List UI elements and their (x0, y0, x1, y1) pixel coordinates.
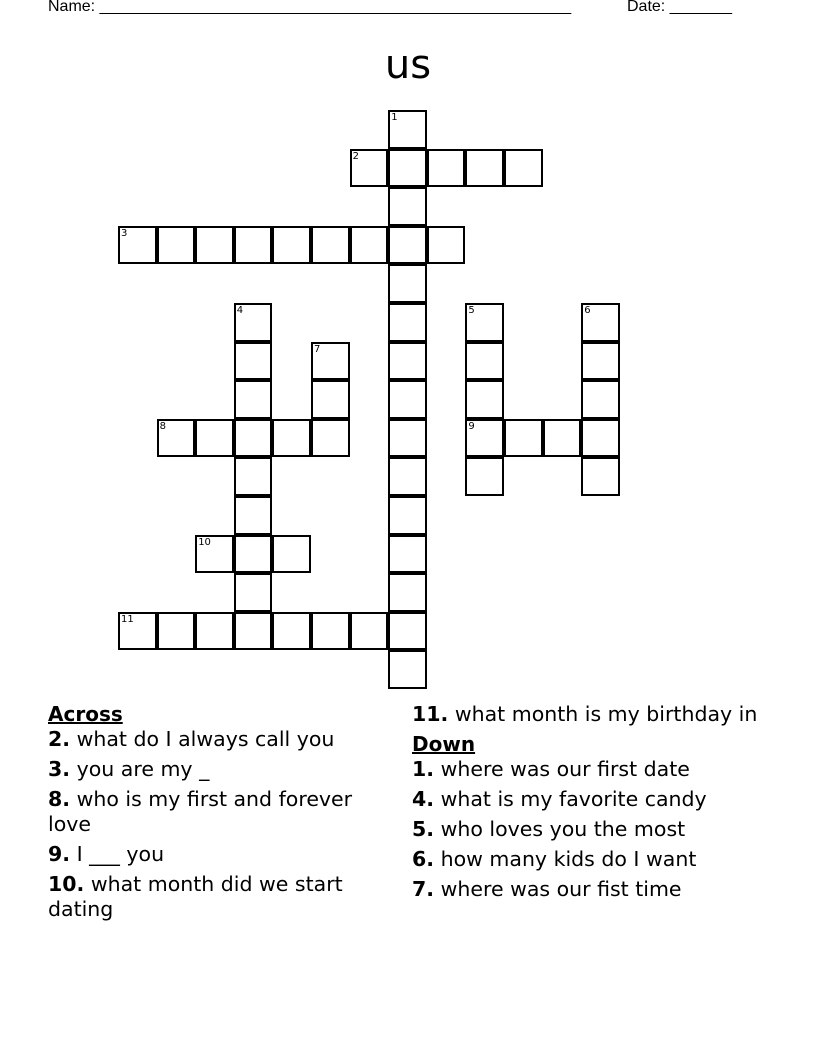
grid-cell[interactable] (311, 342, 350, 381)
down-heading: Down (412, 732, 476, 756)
grid-cell[interactable] (195, 419, 234, 458)
grid-number: 5 (468, 305, 475, 316)
clue-down-1: 1. where was our first date (412, 757, 690, 781)
grid-cell[interactable] (388, 457, 427, 496)
grid-cell[interactable] (350, 226, 389, 265)
grid-number: 2 (352, 150, 359, 162)
grid-cell[interactable] (234, 380, 273, 419)
grid-cell[interactable] (234, 496, 273, 535)
grid-cell[interactable] (350, 612, 389, 651)
grid-cell[interactable] (388, 149, 427, 188)
grid-cell[interactable] (465, 342, 504, 381)
clue-across-9: 9. I ___ you (48, 842, 165, 866)
grid-cell[interactable] (388, 573, 427, 612)
grid-cell[interactable] (543, 419, 582, 458)
grid-cell[interactable] (234, 535, 273, 574)
grid-cell[interactable] (234, 612, 273, 651)
grid-cell[interactable] (388, 535, 427, 574)
grid-number: 3 (121, 227, 128, 239)
grid-cell[interactable] (581, 380, 620, 419)
grid-cell[interactable] (157, 419, 196, 458)
grid-number: 4 (236, 305, 244, 316)
grid-cell[interactable] (581, 303, 620, 342)
grid-cell[interactable] (388, 342, 427, 381)
date-field-label: Date: _______ (627, 0, 732, 15)
grid-cell[interactable] (195, 226, 234, 265)
grid-cell[interactable] (388, 110, 427, 149)
clues-right-column (412, 702, 772, 907)
across-heading: Across (48, 702, 123, 726)
grid-cell[interactable] (195, 535, 234, 574)
grid-cell[interactable] (272, 612, 311, 651)
grid-cell[interactable] (234, 226, 273, 265)
name-field-label: Name: _____________________________________________________ (48, 0, 572, 15)
grid-cell[interactable] (388, 612, 427, 651)
grid-cell[interactable] (581, 419, 620, 458)
grid-cell[interactable] (465, 149, 504, 188)
grid-number: 11 (121, 613, 134, 625)
clue-down-7: 7. where was our fist time (412, 877, 682, 901)
clues-left-column (48, 702, 388, 927)
grid-cell[interactable] (234, 303, 273, 342)
clue-across-8: 8. who is my first and forever love (48, 787, 353, 836)
grid-cell[interactable] (311, 419, 350, 458)
grid-cell[interactable] (157, 226, 196, 265)
grid-cell[interactable] (388, 226, 427, 265)
grid-cell[interactable] (234, 342, 273, 381)
grid-cell[interactable] (157, 612, 196, 651)
clue-across-3: 3. you are my _ (48, 757, 210, 781)
grid-cell[interactable] (350, 149, 389, 188)
grid-cell[interactable] (272, 419, 311, 458)
grid-cell[interactable] (388, 303, 427, 342)
grid-cell[interactable] (272, 535, 311, 574)
grid-cell[interactable] (195, 612, 234, 651)
grid-cell[interactable] (118, 612, 157, 651)
grid-cell[interactable] (388, 419, 427, 458)
clue-down-6: 6. how many kids do I want (412, 847, 697, 871)
clue-down-4: 4. what is my favorite candy (412, 787, 707, 811)
grid-cell[interactable] (234, 573, 273, 612)
grid-number: 6 (584, 305, 591, 316)
grid-cell[interactable] (388, 380, 427, 419)
grid-cell[interactable] (465, 419, 504, 458)
grid-cell[interactable] (234, 419, 273, 458)
grid-cell[interactable] (465, 380, 504, 419)
grid-cell[interactable] (504, 419, 543, 458)
grid-number: 9 (468, 420, 475, 432)
grid-number: 1 (391, 112, 398, 123)
grid-cell[interactable] (581, 457, 620, 496)
grid-cell[interactable] (581, 342, 620, 381)
clue-across-2: 2. what do I always call you (48, 727, 335, 751)
grid-number: 7 (314, 343, 321, 355)
grid-number: 10 (198, 536, 211, 548)
grid-cell[interactable] (311, 226, 350, 265)
grid-cell[interactable] (504, 149, 543, 188)
clue-across-10: 10. what month did we start dating (48, 872, 343, 921)
grid-cell[interactable] (465, 457, 504, 496)
grid-cell[interactable] (272, 226, 311, 265)
grid-cell[interactable] (427, 226, 466, 265)
clue-down-5: 5. who loves you the most (412, 817, 686, 841)
clue-across-11: 11. what month is my birthday in (412, 702, 758, 726)
grid-cell[interactable] (311, 380, 350, 419)
grid-cell[interactable] (388, 496, 427, 535)
grid-cell[interactable] (234, 457, 273, 496)
page-title: us (384, 42, 432, 88)
grid-cell[interactable] (388, 650, 427, 689)
grid-cell[interactable] (427, 149, 466, 188)
grid-cell[interactable] (311, 612, 350, 651)
grid-cell[interactable] (465, 303, 504, 342)
grid-number: 8 (159, 420, 166, 432)
grid-cell[interactable] (388, 264, 427, 303)
grid-cell[interactable] (118, 226, 157, 265)
grid-cell[interactable] (388, 187, 427, 226)
